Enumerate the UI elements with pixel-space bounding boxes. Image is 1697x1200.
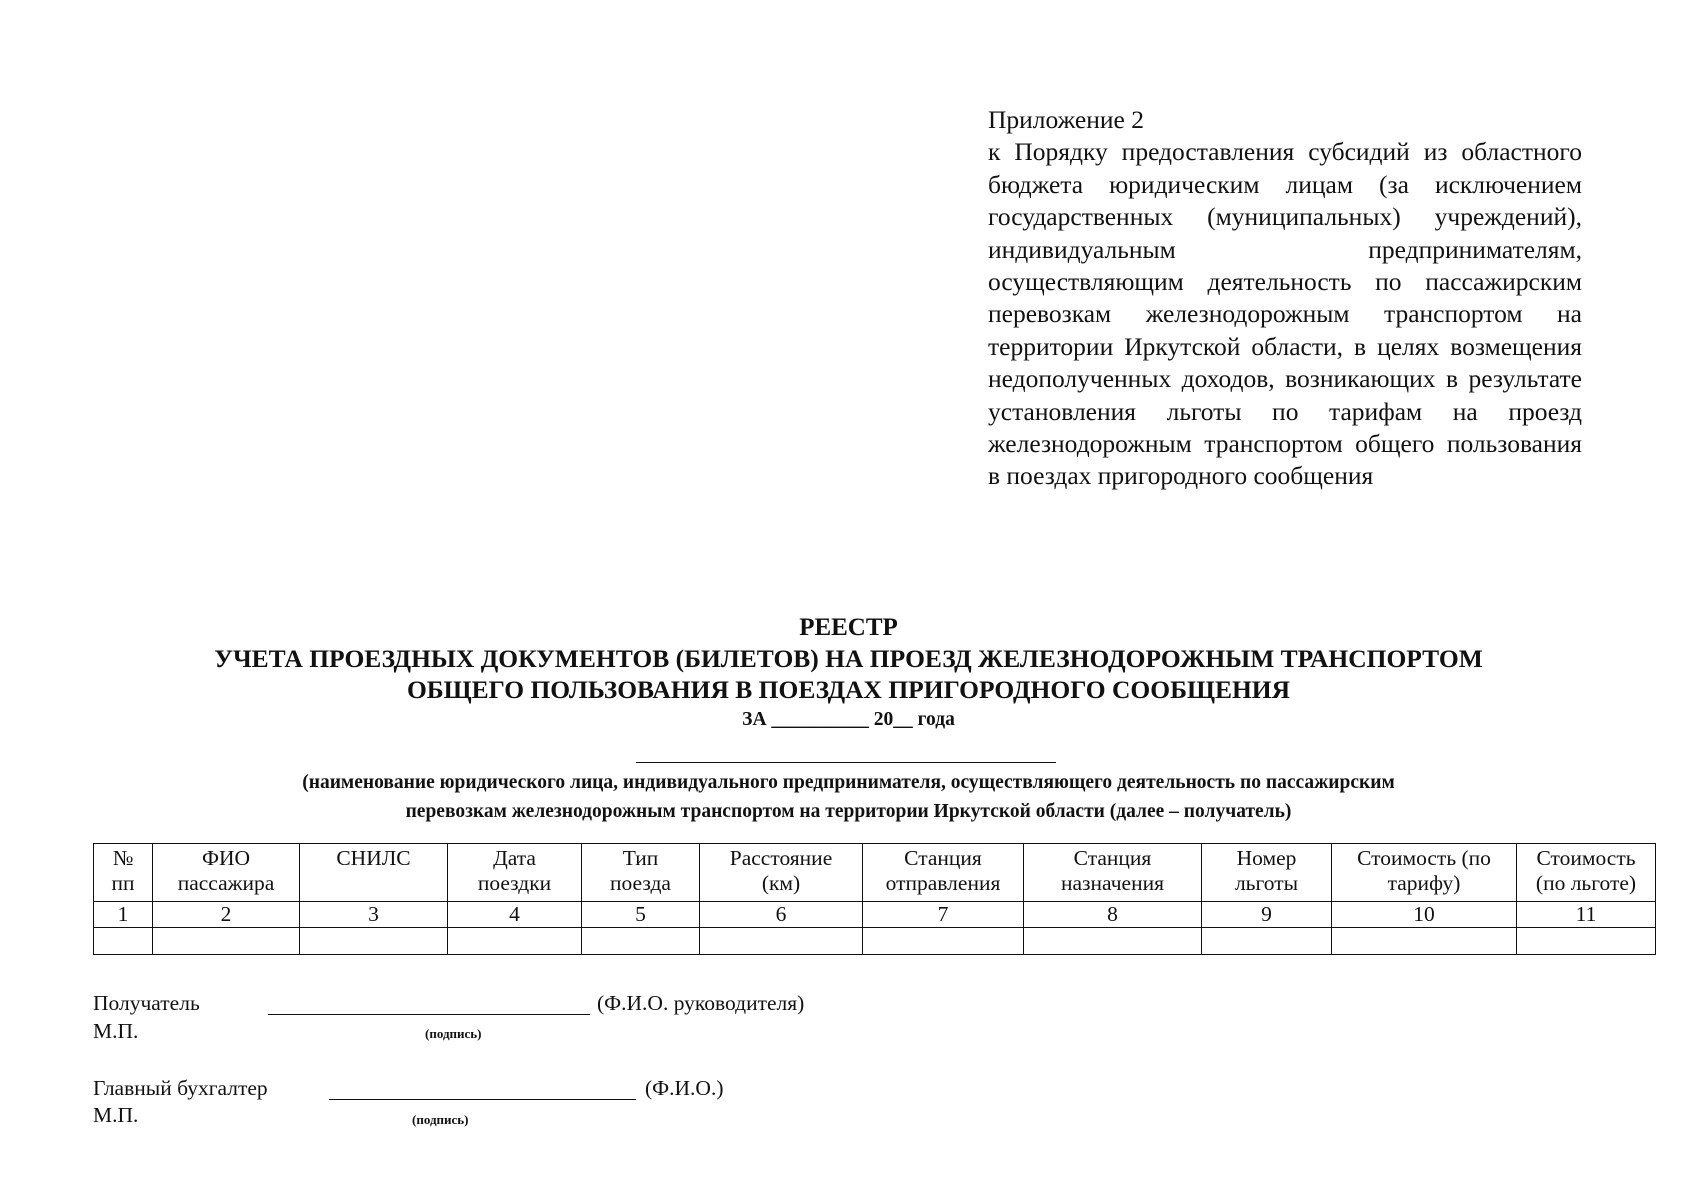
table-cell: 5 (582, 902, 700, 928)
table-cell (1517, 928, 1656, 955)
table-cell (863, 928, 1024, 955)
appendix-text: к Порядку предоставления субсидий из областного бюджета юридическим лицам (за исключением государственных (муниципальных) учреждений), индивидуальным предпринимателям, осуществляющим деятельность по пассажирским перевозкам железнодорожным транспортом на территории Иркутской области, в целях возмещения недополученных доходов, возникающих в результате установления льготы по тарифам на проезд железнодорожным транспортом общего пользования в поездах пригородного сообщения (988, 137, 1582, 491)
table-cell (1024, 928, 1202, 955)
accountant-role: (Ф.И.О.) (645, 1076, 724, 1100)
recipient-name-line (636, 762, 1056, 763)
recipient-label: Получатель (93, 991, 200, 1015)
table-cell: 4 (448, 902, 582, 928)
table-cell: 10 (1332, 902, 1517, 928)
table-cell: 6 (700, 902, 863, 928)
table-cell: 3 (300, 902, 448, 928)
recipient-caption-line-1: (наименование юридического лица, индивидуального предпринимателя, осуществляющего деятельность по пассажирским (302, 772, 1395, 793)
document-title (90, 612, 1607, 735)
registry-table (93, 843, 1656, 955)
recipient-caption-line-2: перевозкам железнодорожным транспортом на территории Иркутской области (далее – получатель) (405, 801, 1292, 822)
table-cell (94, 928, 153, 955)
table-header-row (94, 844, 1656, 902)
table-cell (1202, 928, 1332, 955)
header-cell-destination-station: Станция назначения (1024, 844, 1202, 902)
header-cell-no: № пп (94, 844, 153, 902)
table-cell: 11 (1517, 902, 1656, 928)
header-cell-snils: СНИЛС (300, 844, 448, 902)
table-row-empty (94, 928, 1656, 955)
table-cell (1332, 928, 1517, 955)
accountant-stamp: М.П. (93, 1103, 139, 1127)
accountant-signature-line (329, 1099, 636, 1100)
accountant-label: Главный бухгалтер (93, 1076, 268, 1100)
header-cell-train-type: Тип поезда (582, 844, 700, 902)
table-cell: 2 (153, 902, 300, 928)
header-cell-departure-station: Станция отправления (863, 844, 1024, 902)
table-cell (153, 928, 300, 955)
header-cell-cost-tariff: Стоимость (по тарифу) (1332, 844, 1517, 902)
header-cell-fio: ФИО пассажира (153, 844, 300, 902)
header-cell-distance: Расстояние (км) (700, 844, 863, 902)
header-cell-trip-date: Дата поездки (448, 844, 582, 902)
recipient-role: (Ф.И.О. руководителя) (597, 991, 805, 1015)
table-cell: 7 (863, 902, 1024, 928)
title-line-1: РЕЕСТР (799, 614, 898, 641)
title-line-2: УЧЕТА ПРОЕЗДНЫХ ДОКУМЕНТОВ (БИЛЕТОВ) НА ПРОЕЗД ЖЕЛЕЗНОДОРОЖНЫМ ТРАНСПОРТОМ (214, 644, 1483, 673)
header-cell-benefit-number: Номер льготы (1202, 844, 1332, 902)
header-cell-cost-benefit: Стоимость (по льготе) (1517, 844, 1656, 902)
table-row-numbers (94, 902, 1656, 928)
title-period: ЗА __________ 20__ года (742, 709, 955, 730)
recipient-caption (90, 768, 1607, 826)
recipient-stamp: М.П. (93, 1019, 139, 1043)
table-cell (448, 928, 582, 955)
appendix-title: Приложение 2 (988, 105, 1144, 134)
table-cell (700, 928, 863, 955)
table-cell (582, 928, 700, 955)
recipient-signature-line (268, 1014, 590, 1015)
table-cell: 8 (1024, 902, 1202, 928)
recipient-signature-caption: (подпись) (425, 1026, 482, 1041)
table-cell: 9 (1202, 902, 1332, 928)
appendix-block (988, 104, 1582, 493)
table-cell: 1 (94, 902, 153, 928)
accountant-signature-caption: (подпись) (412, 1112, 469, 1127)
table-cell (300, 928, 448, 955)
title-line-3: ОБЩЕГО ПОЛЬЗОВАНИЯ В ПОЕЗДАХ ПРИГОРОДНОГО СООБЩЕНИЯ (406, 675, 1291, 704)
